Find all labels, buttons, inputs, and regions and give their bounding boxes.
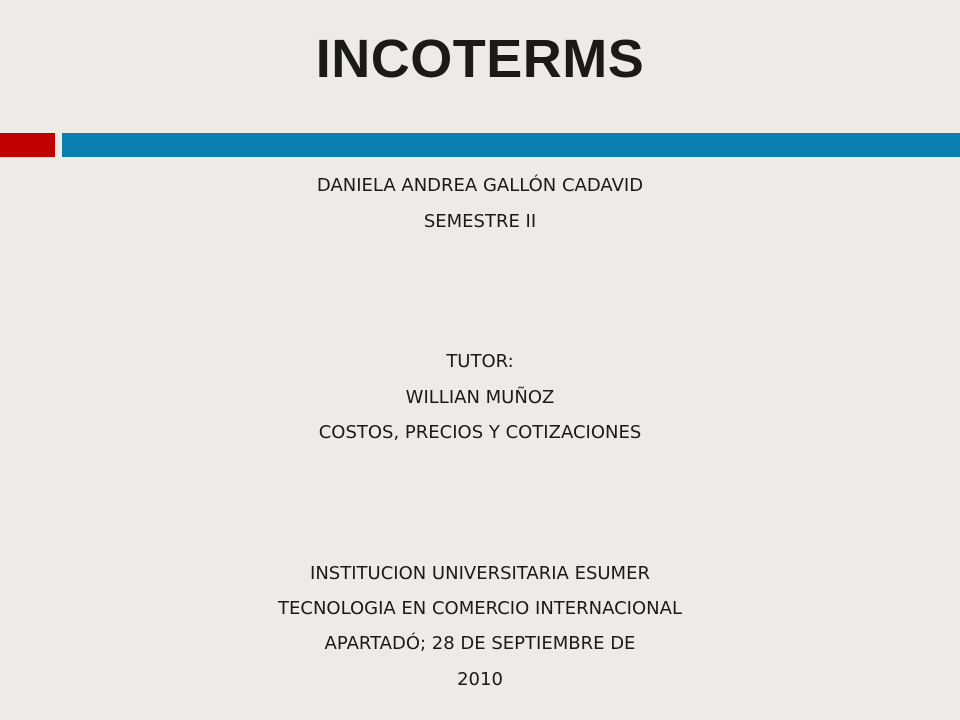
place-date: APARTADÓ; 28 DE SEPTIEMBRE DE <box>324 633 636 654</box>
blue-accent-bar <box>62 133 960 157</box>
tutor-label: TUTOR: <box>446 351 514 372</box>
slide-title: INCOTERMS <box>315 29 645 89</box>
year: 2010 <box>457 669 503 690</box>
red-accent-bar <box>0 133 55 157</box>
program-name: TECNOLOGIA EN COMERCIO INTERNACIONAL <box>278 598 682 619</box>
course-name: COSTOS, PRECIOS Y COTIZACIONES <box>318 422 642 443</box>
semester: SEMESTRE II <box>423 211 537 232</box>
institution-name: INSTITUCION UNIVERSITARIA ESUMER <box>310 563 650 584</box>
tutor-name: WILLIAN MUÑOZ <box>405 387 555 408</box>
student-name: DANIELA ANDREA GALLÓN CADAVID <box>316 175 644 196</box>
